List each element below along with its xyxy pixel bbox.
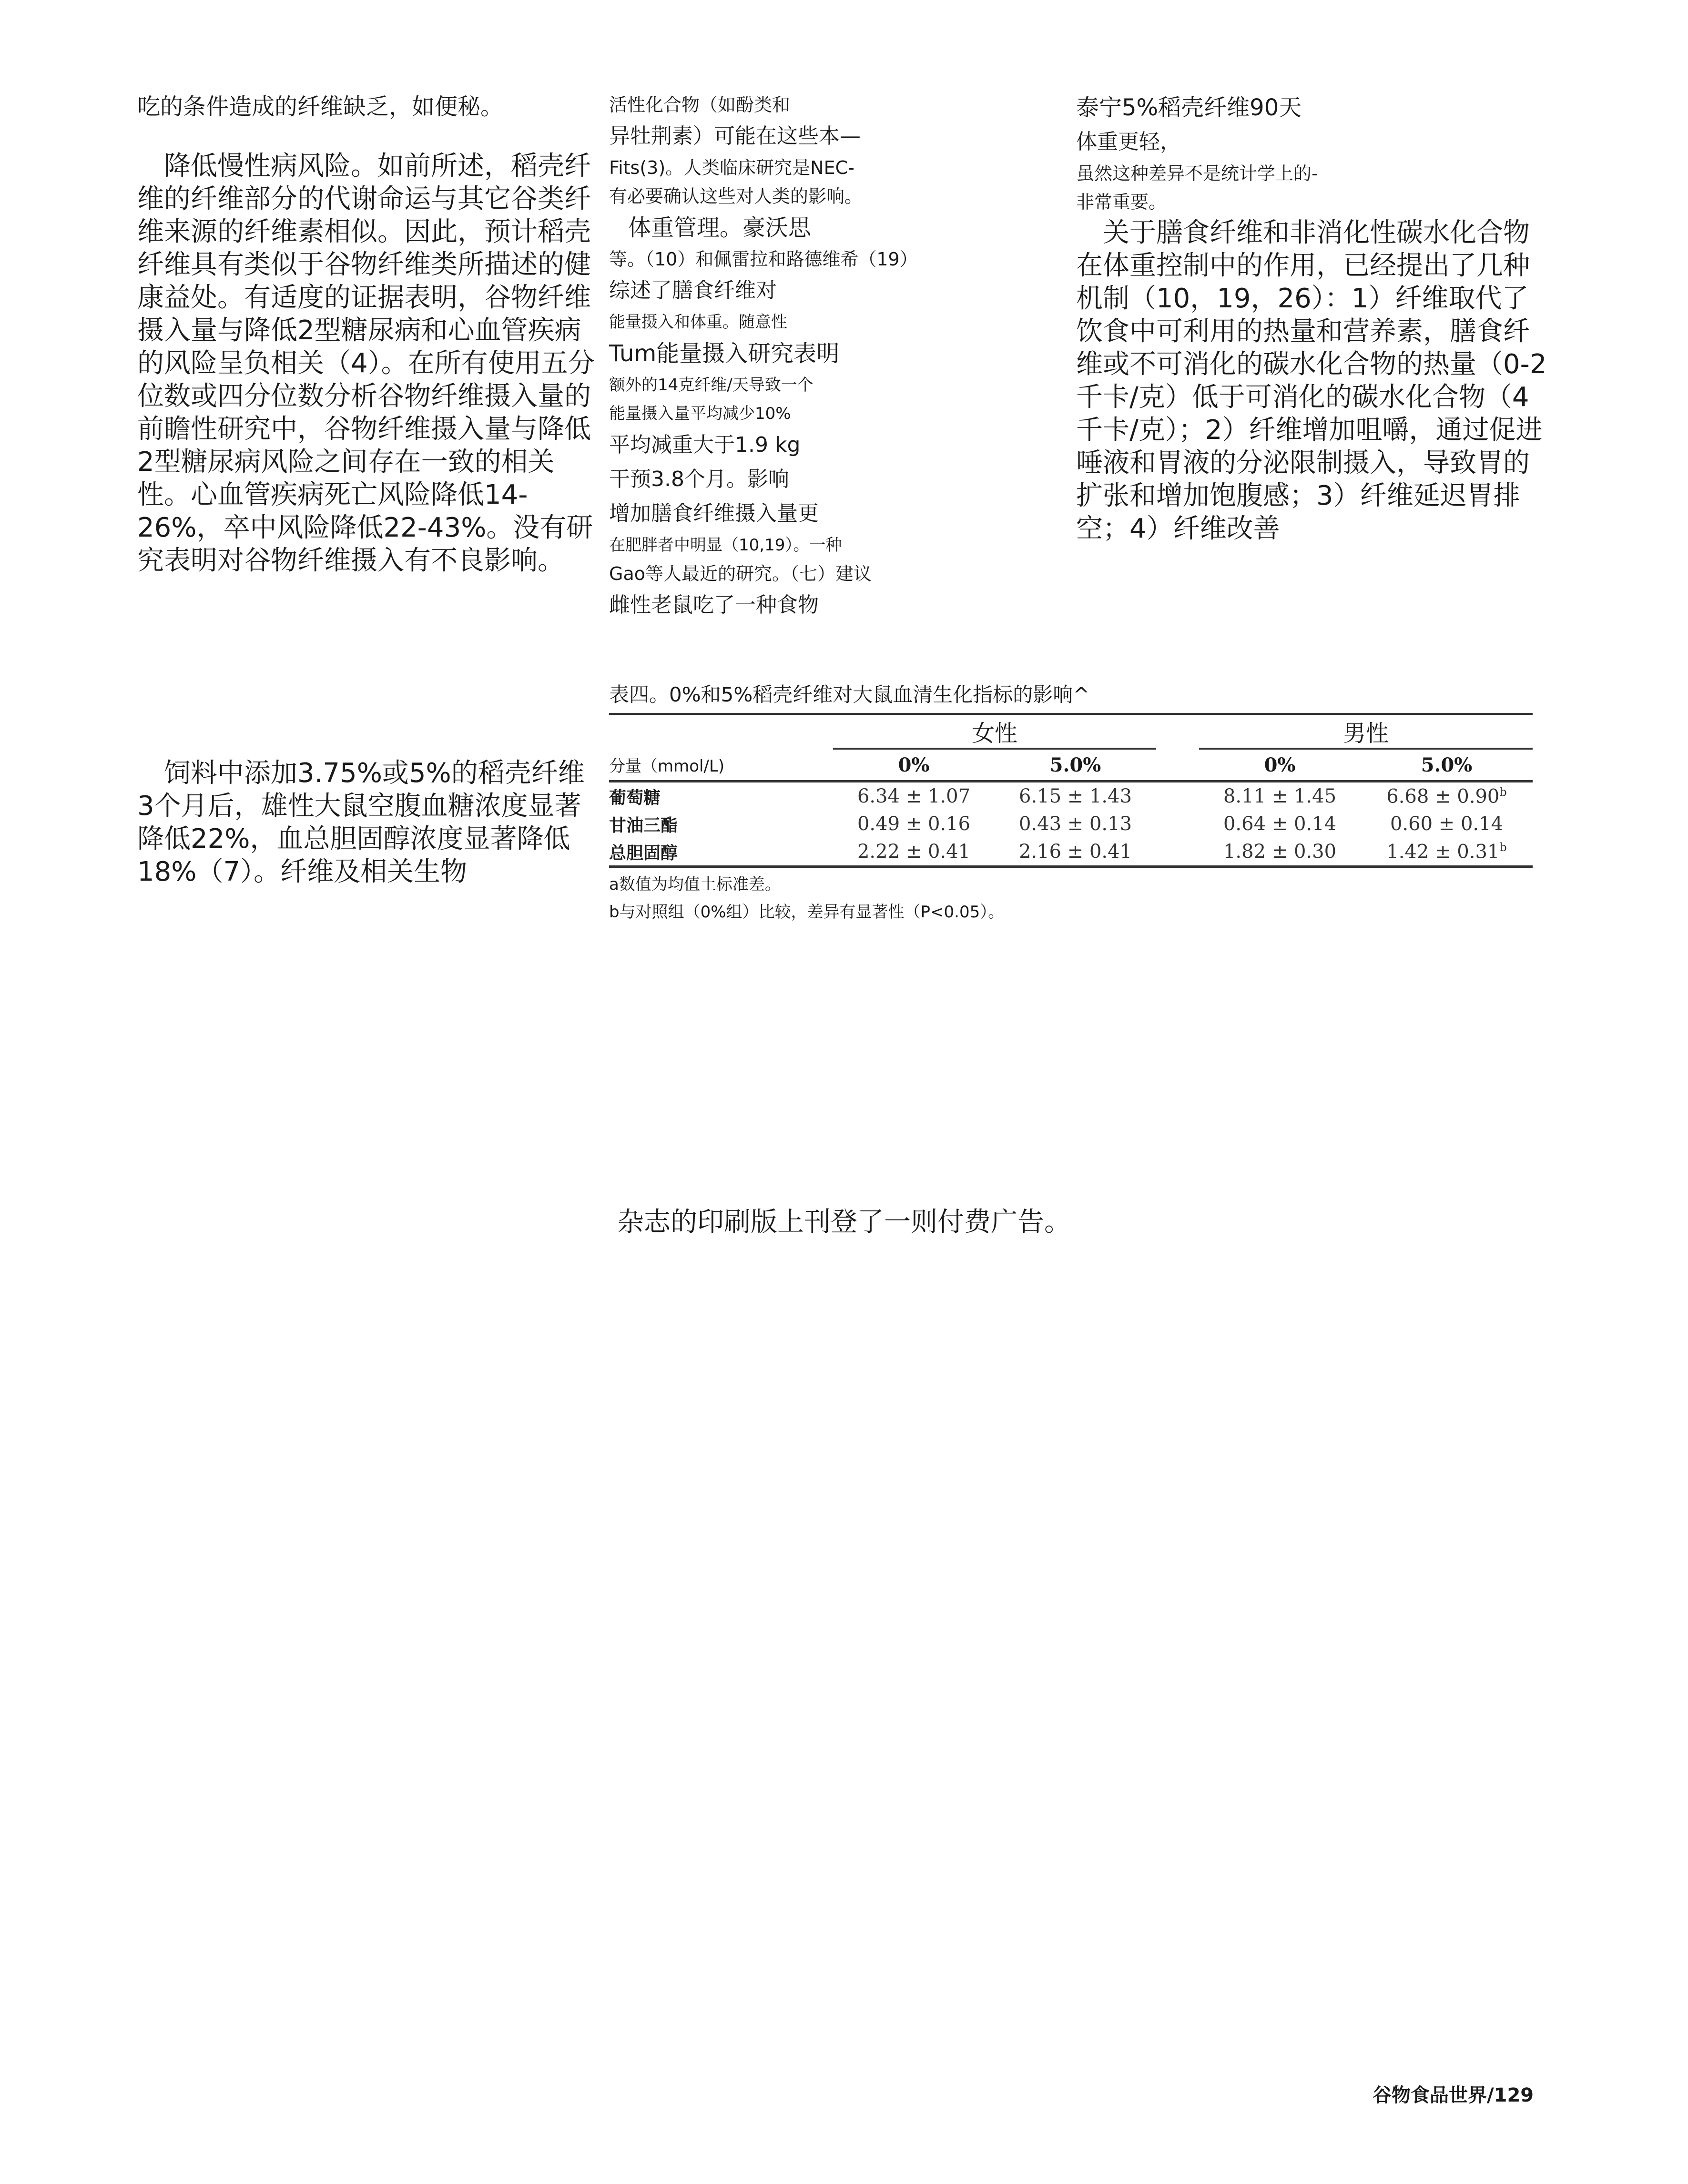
text-line: 能量摄入量平均减少10% [609, 404, 791, 423]
cell-value: 1.42 ± 0.31 [1386, 841, 1500, 863]
text-line: 增加膳食纤维摄入量更 [609, 501, 819, 526]
serum-biochemistry-table [609, 713, 1533, 868]
significance-mark: b [1499, 785, 1507, 799]
table-row [609, 838, 1533, 867]
text-line: 平均减重大于1.9 kg [609, 433, 801, 457]
text-line: 在肥胖者中明显（10,19）。一种 [609, 536, 842, 555]
column-1-lower [137, 757, 595, 888]
table-cell: 6.15 ± 1.43 [1018, 785, 1132, 807]
table-cell [1361, 838, 1533, 867]
table-notes [609, 871, 1538, 926]
paragraph-rat-feed: 饲料中添加3.75%或5%的稻壳纤维3个月后，雄性大鼠空腹血糖浓度显著降低22%，血总胆固醇浓度显著降低18%（7）。纤维及相关生物 [137, 758, 585, 887]
text-line: 虽然这种差异不是统计学上的- [1076, 163, 1318, 184]
col-header: 0% [1199, 749, 1361, 782]
group-gap [1156, 749, 1199, 782]
row-label: 甘油三酯 [609, 815, 678, 835]
row-label: 葡萄糖 [609, 788, 661, 808]
table-cell [1361, 782, 1533, 811]
table-caption: 表四。0%和5%稻壳纤维对大鼠血清生化指标的影响^ [609, 683, 1090, 706]
col-header: 5.0% [1361, 749, 1533, 782]
group-header-male: 男性 [1199, 714, 1533, 749]
table-note-a: a数值为均值土标准差。 [609, 875, 781, 894]
column-1-first-line: 吃的条件造成的纤维缺乏，如便秘。 [137, 93, 504, 120]
text-line: 活性化合物（如酚类和 [609, 94, 791, 115]
group-gap [1156, 810, 1199, 838]
group-gap [1156, 714, 1199, 749]
column-1 [137, 91, 595, 577]
text-line: Gao等人最近的研究。（七）建议 [609, 563, 872, 584]
paragraph-weight-mechanisms: 关于膳食纤维和非消化性碳水化合物在体重控制中的作用，已经提出了几种机制（10，19，26）：1）纤维取代了饮食中可利用的热量和营养素，膳食纤维或不可消化的碳水化合物的热量（0-2千卡/克）低于可消化的碳水化合物（4千卡/克）；2）纤维增加咀嚼，通过促进唾液和胃液的分泌限制摄入，导致胃的扩张和增加饱腹感；3）纤维延迟胃排空；4）纤维改善 [1076, 217, 1547, 544]
table-row [609, 782, 1533, 811]
table-cell: 8.11 ± 1.45 [1223, 785, 1337, 807]
group-gap [1156, 782, 1199, 811]
paragraph-chronic-disease: 降低慢性病风险。如前所述，稻壳纤维的纤维部分的代谢命运与其它谷类纤维来源的纤维素相似。因此，预计稻壳纤维具有类似于谷物纤维类所描述的健康益处。有适度的证据表明，谷物纤维摄入量与降低2型糖尿病和心血管疾病的风险呈负相关（4）。在所有使用五分位数或四分位数分析谷物纤维摄入量的前瞻性研究中，谷物纤维摄入量与降低2型糖尿病风险之间存在一致的相关性。心血管疾病死亡风险降低14-26%，卒中风险降低22-43%。没有研究表明对谷物纤维摄入有不良影响。 [137, 151, 595, 576]
text-line: 有必要确认这些对人类的影响。 [609, 186, 863, 207]
advertisement-note: 杂志的印刷版上刊登了一则付费广告。 [617, 1207, 1071, 1238]
col-header: 5.0% [995, 749, 1156, 782]
text-line: 异牡荆素）可能在这些本— [609, 124, 861, 148]
table-note-b: b与对照组（0%组）比较，差异有显著性（P<0.05）。 [609, 903, 1005, 922]
unit-header: 分量（mmol/L) [609, 749, 833, 782]
text-line: 雌性老鼠吃了一种食物 [609, 593, 819, 617]
cell-value: 6.68 ± 0.90 [1386, 785, 1500, 808]
group-header-female: 女性 [833, 714, 1156, 749]
text-line: 体重管理。豪沃思 [628, 214, 812, 241]
col-header: 0% [833, 749, 995, 782]
text-line: 泰宁5%稻壳纤维90天 [1076, 94, 1302, 121]
text-line: 非常重要。 [1076, 192, 1167, 213]
table-cell: 0.60 ± 0.14 [1390, 813, 1504, 835]
text-line: 体重更轻， [1076, 130, 1181, 154]
table-cell: 0.64 ± 0.14 [1223, 813, 1337, 835]
table-cell: 0.43 ± 0.13 [1018, 813, 1132, 835]
text-line: Fits(3)。人类临床研究是NEC- [609, 157, 854, 178]
table-cell: 1.82 ± 0.30 [1199, 838, 1361, 867]
table-cell: 2.16 ± 0.41 [995, 838, 1156, 867]
text-line: Tum能量摄入研究表明 [609, 340, 840, 367]
text-line: 等。（10）和佩雷拉和路德维希（19） [609, 249, 918, 270]
text-line: 额外的14克纤维/天导致一个 [609, 376, 813, 395]
significance-mark: b [1499, 840, 1507, 854]
table-cell: 2.22 ± 0.41 [833, 838, 995, 867]
group-gap [1156, 838, 1199, 867]
table-block [609, 681, 1538, 926]
column-2 [609, 91, 952, 622]
text-line: 能量摄入和体重。随意性 [609, 313, 787, 332]
table-cell: 6.34 ± 1.07 [857, 785, 971, 807]
column-3 [1076, 91, 1553, 545]
page-footer: 谷物食品世界/129 [1373, 2084, 1534, 2106]
text-line: 干预3.8个月。影响 [609, 467, 789, 491]
table-corner [609, 714, 833, 749]
row-label: 总胆固醇 [609, 838, 833, 867]
table-row [609, 810, 1533, 838]
table-cell: 0.49 ± 0.16 [857, 813, 971, 835]
text-line: 综述了膳食纤维对 [609, 278, 777, 303]
